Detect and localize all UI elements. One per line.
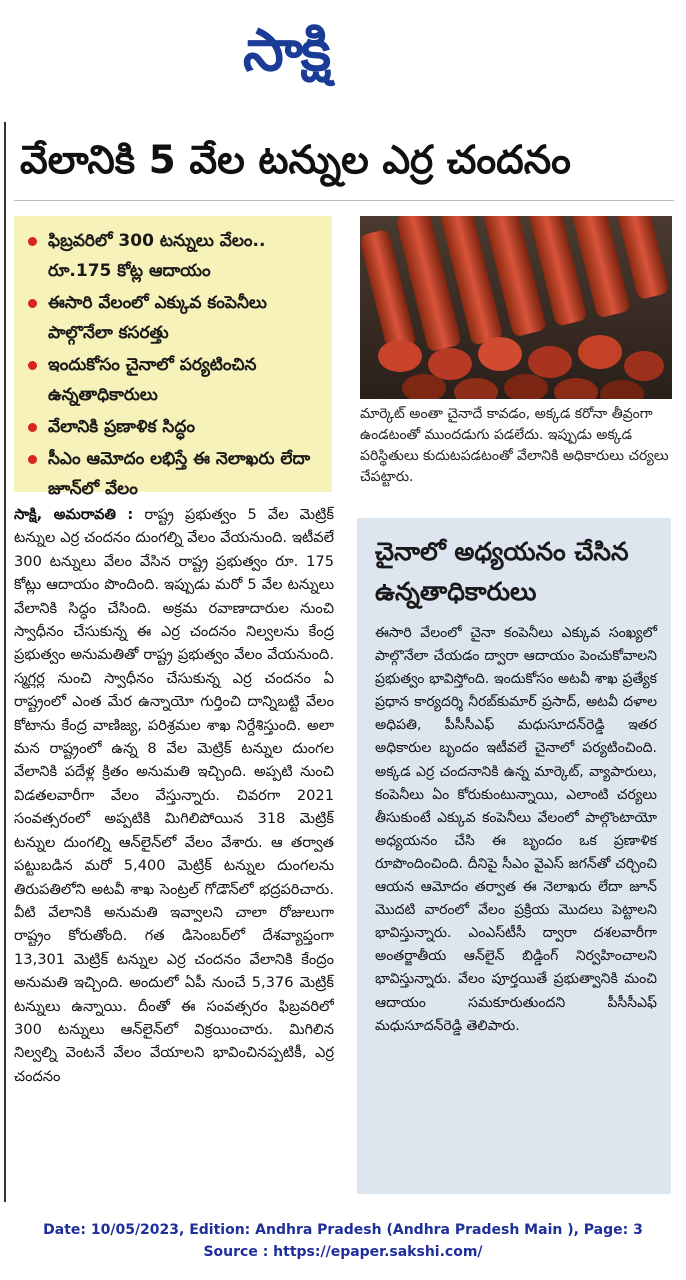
bullet-icon bbox=[28, 237, 37, 246]
highlight-item: సీఎం ఆమోదం లభిస్తే ఈ నెలాఖరు లేదా జూన్‌లో వేలం bbox=[28, 444, 324, 504]
sidebar-heading: చైనాలో అధ్యయనం చేసిన ఉన్నతాధికారులు bbox=[375, 537, 629, 606]
highlights-box bbox=[14, 216, 332, 499]
logs-illustration bbox=[360, 216, 672, 399]
bullet-icon bbox=[28, 423, 37, 432]
headline-divider bbox=[14, 200, 674, 201]
bullet-icon bbox=[28, 455, 37, 464]
article-text: రాష్ట్ర ప్రభుత్వం 5 వేల మెట్రిక్‌ టన్నుల ఎర్ర చందనం దుంగల్ని వేలం వేయనుంది. ఇటీవలే 300 టన్నులు వేలం వేసిన రాష్ట్ర ప్రభుత్వం రూ. 175 కోట్లు ఆదాయం పొందింది. ఇప్పుడు మరో 5 వేల టన్నులు వేలానికి సిద్ధం చేసింది. అక్రమ రవాణాదారుల నుంచి స్వాధీనం చేసుకున్న ఈ ఎర్ర చందనం నిల్వలను కేంద్ర ప్రభుత్వం అనుమతితో రాష్ట్ర ప్రభుత్వం వేలం వేయనుంది. స్మగ్లర్ల నుంచి స్వాధీనం చేసుకున్న ఎర్ర చందనం ఏ రాష్ట్రంలో ఎంత మేర ఉన్నాయో గుర్తించి దాన్నిబట్టి వేలం కోటాను కేంద్ర వాణిజ్య, పరిశ్రమల శాఖ నిర్దేశిస్తుంది. అలా మన రాష్ట్రంలో ఉన్న 8 వేల మెట్రిక్‌ టన్నుల దుంగల వేలానికి పదేళ్ల క్రితం అనుమతి ఇచ్చింది. అప్పటి నుంచి విడతలవారీగా వేలం వేస్తున్నారు. చివరగా 2021 సంవత్సరంలో అప్పటికి మిగిలిపోయిన 318 మెట్రిక్‌ టన్నుల దుంగల్ని ఆన్‌లైన్‌లో వేలం వేశారు. ఆ తర్వాత పట్టుబడిన మరో 5,400 మెట్రిక్‌ టన్నుల దుంగలను తిరుపతిలోని అటవీ శాఖ సెంట్రల్‌ గోడౌన్‌లో భద్రపరిచారు. వీటి వేలానికి అనుమతి ఇవ్వాలని చాలా రోజులుగా రాష్ట్రం కోరుతోంది. గత డిసెంబర్‌లో దేశవ్యాప్తంగా 13,301 మెట్రిక్‌ టన్నుల ఎర్ర చందనం వేలానికి కేంద్రం అనుమతి ఇచ్చింది. అందులో ఏపీ నుంచే 5,376 మెట్రిక్‌ టన్నులు ఉన్నాయి. దీంతో ఈ సంవత్సరం ఫిబ్రవరిలో 300 టన్నులు ఆన్‌లైన్‌లో విక్రయించారు. మిగిలిన నిల్వల్ని వెంటనే వేలం వేయాలని భావించినప్పటికీ, ఎర్ర చందనం bbox=[14, 506, 334, 1085]
highlight-item: ఫిబ్రవరిలో 300 టన్నులు వేలం.. రూ.175 కోట్ల ఆదాయం bbox=[28, 226, 324, 286]
dateline: సాక్షి, అమరావతి : bbox=[14, 506, 134, 523]
photo-caption: మార్కెట్‌ అంతా చైనాదే కావడం, అక్కడ కరోనా తీవ్రంగా ఉండటంతో ముందడుగు పడలేదు. ఇప్పుడు అక్కడ పరిస్థితులు కుదుటపడటంతో వేలానికి అధికారులు చర్యలు చేపట్టారు. bbox=[360, 406, 669, 485]
footer-date-edition: Date: 10/05/2023, Edition: Andhra Pradesh (Andhra Pradesh Main ), Page: 3 bbox=[43, 1222, 643, 1238]
highlight-item: వేలానికి ప్రణాళిక సిద్ధం bbox=[28, 412, 324, 442]
left-column-rule bbox=[4, 122, 6, 1202]
masthead bbox=[0, 0, 686, 110]
red-sandalwood-logs-photo bbox=[360, 216, 672, 399]
highlight-item: ఈసారి వేలంలో ఎక్కువ కంపెనీలు పాల్గొనేలా కసరత్తు bbox=[28, 288, 324, 348]
article-body bbox=[14, 503, 334, 1203]
sakshi-logo: సాక్షి bbox=[243, 16, 330, 84]
sidebar-text: ఈసారి వేలంలో చైనా కంపెనీలు ఎక్కువ సంఖ్యలో పాల్గొనేలా చేయడం ద్వారా ఆదాయం పెంచుకోవాలని ప్రభుత్వం భావిస్తోంది. ఇందుకోసం అటవీ శాఖ ప్రత్యేక ప్రధాన కార్యదర్శి నీరబ్‌కుమార్‌ ప్రసాద్‌, అటవీ దళాల అధిపతి, పీసీసీఎఫ్‌ మధుసూదన్‌రెడ్డి ఇతర అధికారుల బృందం ఇటీవలే చైనాలో పర్యటించింది. అక్కడ ఎర్ర చందనానికి ఉన్న మార్కెట్‌, వ్యాపారులు, కంపెనీలు ఏం కోరుకుంటున్నాయి, ఎలాంటి చర్యలు తీసుకుంటే ఎక్కువ కంపెనీలు వేలంలో పాల్గొంటాయో అధ్యయనం చేసి ఈ బృందం ఒక ప్రణాళిక రూపొందించింది. దీనిపై సీఎం వైఎస్‌ జగన్‌తో చర్చించి ఆయన ఆమోదం తర్వాత ఈ నెలాఖరు లేదా జూన్‌ మొదటి వారంలో వేలం ప్రక్రియ మొదలు పెట్టాలని భావిస్తున్నారు. ఎంఎస్‌టీసీ ద్వారా దశలవారీగా అంతర్జాతీయ ఆన్‌లైన్‌ బిడ్డింగ్‌ నిర్వహించాలని భావిస్తున్నారు. వేలం పూర్తయితే ప్రభుత్వానికి మంచి ఆదాయం సమకూరుతుందని పీసీసీఎఫ్‌ మధుసూదన్‌రెడ్డి తెలిపారు. bbox=[375, 625, 657, 1034]
bullet-icon bbox=[28, 299, 37, 308]
headline: వేలానికి 5 వేల టన్నుల ఎర్ర చందనం bbox=[20, 138, 571, 183]
footer-source: Source : https://epaper.sakshi.com/ bbox=[203, 1244, 483, 1260]
bullet-icon bbox=[28, 361, 37, 370]
sidebar-box bbox=[357, 518, 671, 1194]
highlight-item: ఇందుకోసం చైనాలో పర్యటించిన ఉన్నతాధికారులు bbox=[28, 350, 324, 410]
